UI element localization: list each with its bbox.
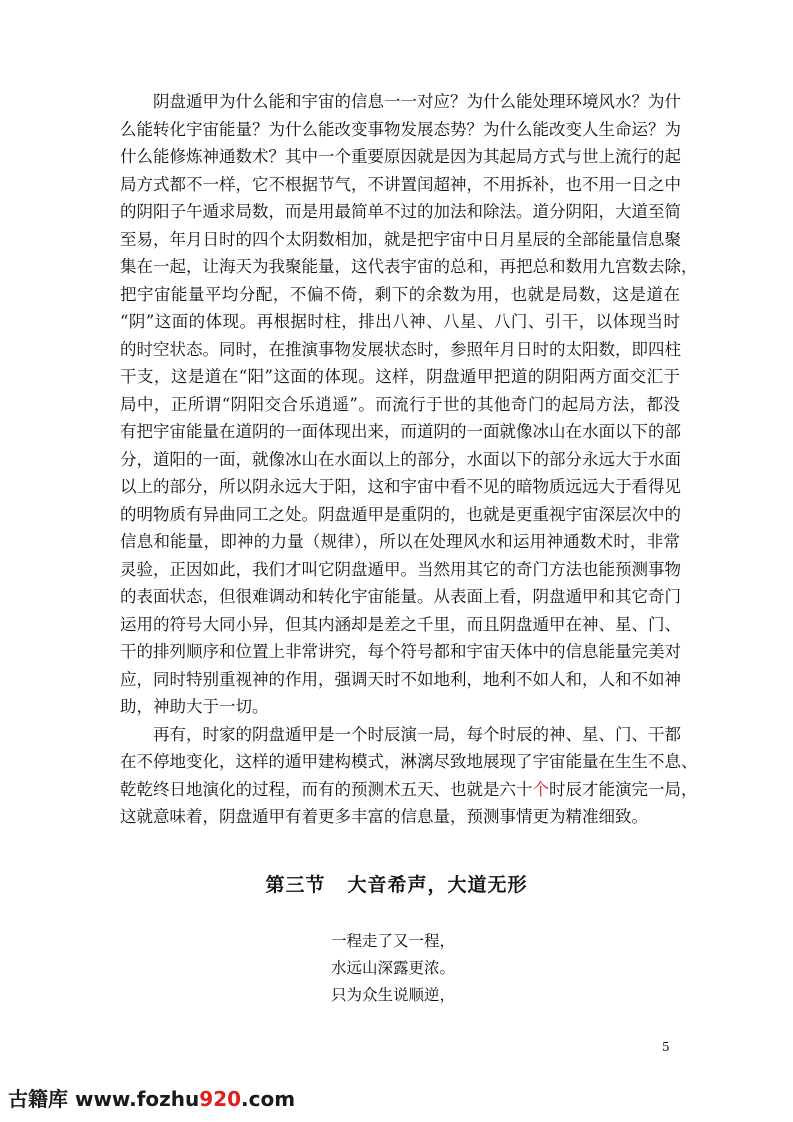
text-line: 的阴阳子午遁求局数，而是用最简单不过的加法和除法。道分阴阳，大道至简 — [120, 202, 681, 221]
watermark-accent: 920 — [199, 1087, 242, 1111]
text-line: 阴盘遁甲为什么能和宇宙的信息一一对应？为什么能处理环境风水？为什 — [153, 92, 681, 111]
text-line: 把宇宙能量平均分配，不偏不倚，剩下的余数为用，也就是局数，这是道在 — [120, 284, 680, 304]
text-line: 至易，年月日时的四个太阴数相加，就是把宇宙中日月星辰的全部能量信息聚 — [120, 229, 681, 249]
text-line: 信息和能量，即神的力量（规律），所以在处理风水和运用神通数术时，非常 — [120, 532, 680, 551]
section-title-text: 大音希声，大道无形 — [347, 874, 528, 896]
watermark-prefix: 古籍库 www.fozhu — [8, 1087, 200, 1111]
text-line: 分，道阳的一面，就像冰山在水面以上的部分，水面以下的部分永远大于水面 — [120, 449, 681, 469]
poem-line: 只为众生说顺逆， — [331, 986, 456, 1004]
text-line: 局方式都不一样，它不根据节气，不讲置闰超神，不用拆补，也不用一日之中 — [120, 174, 681, 194]
watermark — [8, 1083, 295, 1112]
text-line: 么能转化宇宙能量？为什么能改变事物发展态势？为什么能改变人生命运？为 — [120, 119, 681, 139]
text-line — [120, 776, 698, 804]
text-line: 这就意味着，阴盘遁甲有着更多丰富的信息量，预测事情更为精准细致。 — [120, 807, 648, 826]
text-line: 应，同时特别重视神的作用，强调天时不如地利，地利不如人和，人和不如神 — [120, 669, 681, 689]
poem-line: 水远山深露更浓。 — [331, 959, 456, 977]
text-line: 以上的部分，所以阴永远大于阳，这和宇宙中看不见的暗物质远远大于看得见 — [120, 477, 681, 496]
highlighted-character: 个 — [532, 779, 549, 799]
watermark-suffix: .com — [241, 1087, 296, 1111]
text-line: 有把宇宙能量在道阴的一面体现出来，而道阴的一面就像冰山在水面以下的部 — [120, 422, 681, 441]
text-line: 灵验，正因如此，我们才叫它阴盘遁甲。当然用其它的奇门方法也能预测事物 — [120, 559, 681, 579]
poem-line: 一程走了又一程， — [331, 932, 456, 950]
section-number: 第三节 — [265, 874, 326, 896]
text-line: 局中，正所谓“阴阳交合乐逍遥”。而流行于世的其他奇门的起局方法，都没 — [120, 394, 680, 414]
page-number: 5 — [662, 1040, 670, 1054]
body-text — [120, 88, 698, 831]
text-line: 助，神助大于一切。 — [120, 697, 269, 716]
text-line: 的表面状态，但很难调动和转化宇宙能量。从表面上看，阴盘遁甲和其它奇门 — [120, 587, 681, 606]
text-line: 再有，时家的阴盘遁甲是一个时辰演一局，每个时辰的神、星、门、干都 — [153, 724, 681, 744]
text-line: 运用的符号大同小异，但其内涵却是差之千里，而且阴盘遁甲在神、星、门、 — [120, 614, 681, 634]
section-heading — [0, 870, 793, 897]
text-line: 在不停地变化，这样的遁甲建构模式，淋漓尽致地展现了宇宙能量在生生不息、 — [120, 752, 698, 771]
text-line: 的时空状态。同时，在推演事物发展状态时，参照年月日时的太阳数，即四柱 — [120, 339, 681, 359]
poem-block — [331, 928, 455, 1009]
text-line: 的明物质有异曲同工之处。阴盘遁甲是重阴的，也就是更重视宇宙深层次中的 — [120, 504, 681, 524]
text-line: “阴”这面的体现。再根据时柱，排出八神、八星、八门、引干，以体现当时 — [120, 312, 680, 331]
text-line: 干支，这是道在“阳”这面的体现。这样，阴盘遁甲把道的阴阳两方面交汇于 — [120, 367, 680, 386]
text-line: 集在一起，让海天为我聚能量，这代表宇宙的总和，再把总和数用九宫数去除， — [120, 257, 698, 276]
text-line: 干的排列顺序和位置上非常讲究，每个符号都和宇宙天体中的信息能量完美对 — [120, 642, 681, 661]
text-segment: 乾乾终日地演化的过程，而有的预测术五天、也就是六十 — [120, 779, 533, 799]
text-line: 什么能修炼神通数术？其中一个重要原因就是因为其起局方式与世上流行的起 — [120, 147, 681, 166]
text-segment: 时辰才能演完一局， — [549, 779, 698, 799]
